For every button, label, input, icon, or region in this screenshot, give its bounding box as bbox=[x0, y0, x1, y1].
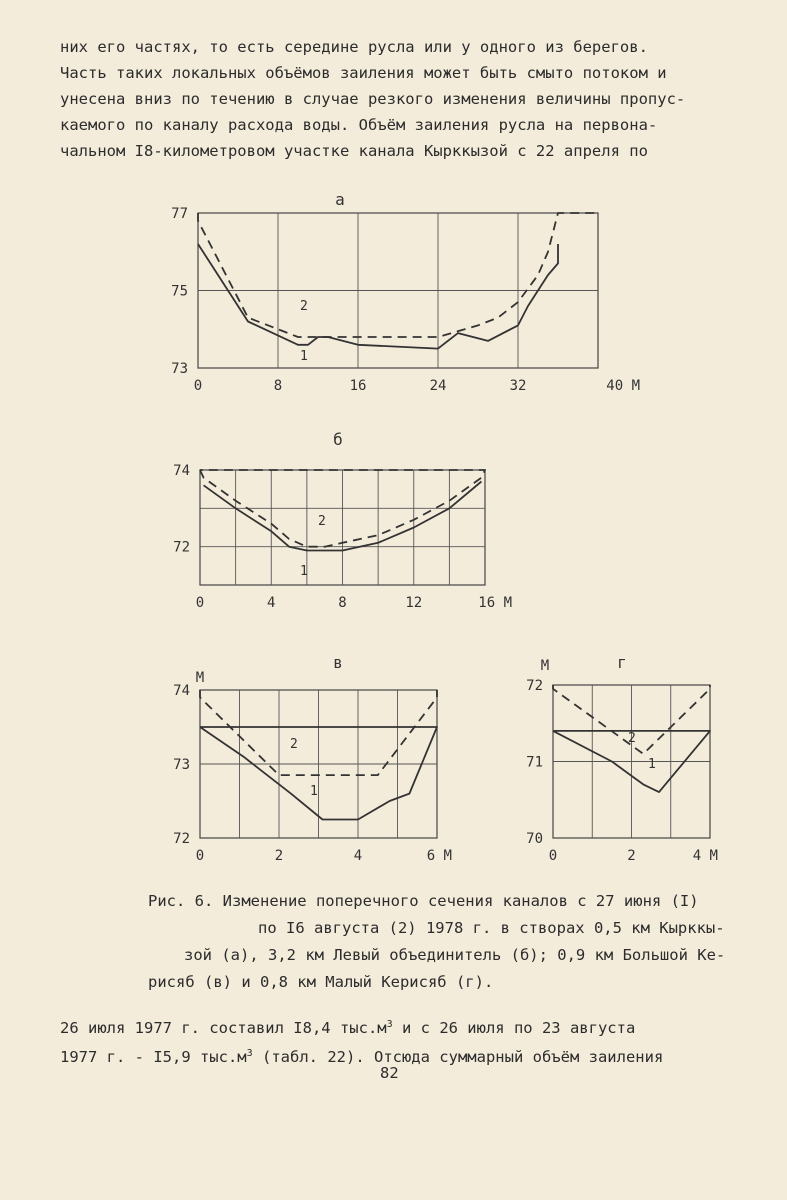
x-unit-label: 16 М bbox=[478, 595, 512, 611]
y-tick-label: 72 bbox=[173, 831, 190, 847]
y-tick-label: 71 bbox=[526, 754, 543, 771]
series-line-2 bbox=[198, 213, 598, 337]
caption-line: зой (а), 3,2 км Левый объединитель (б); 0,9 км Большой Ке- bbox=[184, 946, 726, 964]
x-tick-label: 2 bbox=[274, 848, 284, 864]
y-tick-label: 72 bbox=[526, 678, 543, 694]
x-tick-label: 12 bbox=[405, 595, 423, 611]
x-tick-label: 4 bbox=[267, 595, 276, 611]
body-line: каемого по каналу расхода воды. Объём заиления русла на первона- bbox=[60, 116, 658, 134]
x-tick-label: 0 bbox=[195, 848, 205, 864]
y-tick-label: 74 bbox=[173, 683, 190, 699]
x-tick-label: 8 bbox=[273, 378, 283, 394]
x-tick-label: 32 bbox=[509, 378, 527, 394]
x-unit-label: 6 М bbox=[426, 848, 452, 864]
chart-title: б bbox=[333, 430, 343, 449]
curve-label-2: 2 bbox=[318, 514, 326, 529]
x-tick-label: 4 bbox=[353, 848, 363, 864]
caption-line: по I6 августа (2) 1978 г. в створах 0,5 км Кырккы- bbox=[258, 919, 725, 937]
series-line-1 bbox=[198, 244, 558, 349]
x-tick-label: 16 bbox=[349, 378, 367, 394]
chart-title: а bbox=[335, 190, 345, 209]
x-tick-label: 0 bbox=[195, 595, 205, 611]
y-tick-label: 74 bbox=[173, 463, 190, 479]
x-unit-label: 4 М bbox=[692, 848, 718, 864]
caption-line: рисяб (в) и 0,8 км Малый Керисяб (г). bbox=[148, 973, 494, 991]
y-tick-label: 73 bbox=[171, 361, 188, 377]
page-number: 82 bbox=[380, 1064, 399, 1082]
curve-label-1: 1 bbox=[648, 757, 656, 772]
x-tick-label: 0 bbox=[548, 848, 558, 864]
body-line: них его частях, то есть середине русла или у одного из берегов. bbox=[60, 38, 648, 56]
figure-caption bbox=[148, 888, 725, 996]
body-text-bottom bbox=[60, 1012, 663, 1070]
body-line: чальном I8-километровом участке канала Кырккызой с 22 апреля по bbox=[60, 142, 648, 160]
chart-title: г bbox=[617, 653, 627, 672]
y-tick-label: 77 bbox=[171, 206, 188, 222]
curve-label-1: 1 bbox=[300, 349, 308, 364]
body-line: 26 июля 1977 г. составил I8,4 $тыс.м^3$ и с 26 июля по 23 августа bbox=[60, 1019, 636, 1038]
curve-label-2: 2 bbox=[300, 299, 308, 314]
curve-label-1: 1 bbox=[300, 564, 308, 579]
x-tick-label: 24 bbox=[429, 378, 447, 394]
body-line: Часть таких локальных объёмов заиления может быть смыто потоком и bbox=[60, 64, 667, 82]
curve-label-2: 2 bbox=[290, 737, 298, 752]
curve-label-1: 1 bbox=[310, 784, 318, 799]
curve-label-2: 2 bbox=[628, 731, 636, 746]
chart-title: в bbox=[333, 653, 343, 672]
y-tick-label: 75 bbox=[171, 283, 188, 300]
y-unit-label: М bbox=[540, 658, 550, 674]
body-line: унесена вниз по течению в случае резкого изменения величины пропус- bbox=[60, 90, 686, 108]
x-tick-label: 8 bbox=[338, 595, 347, 611]
caption-line: Рис. 6. Изменение поперечного сечения каналов с 27 июня (I) bbox=[148, 892, 699, 910]
y-unit-label: М bbox=[195, 670, 205, 686]
body-line: 1977 г. - I5,9 $тыс.м^3$ (табл. 22). Отсюда суммарный объём заиления bbox=[60, 1048, 664, 1067]
x-tick-label: 0 bbox=[193, 378, 203, 394]
x-unit-label: 40 М bbox=[606, 378, 640, 394]
y-tick-label: 70 bbox=[526, 831, 543, 847]
x-tick-label: 2 bbox=[627, 848, 636, 864]
y-tick-label: 72 bbox=[173, 539, 190, 556]
y-tick-label: 73 bbox=[173, 757, 190, 773]
